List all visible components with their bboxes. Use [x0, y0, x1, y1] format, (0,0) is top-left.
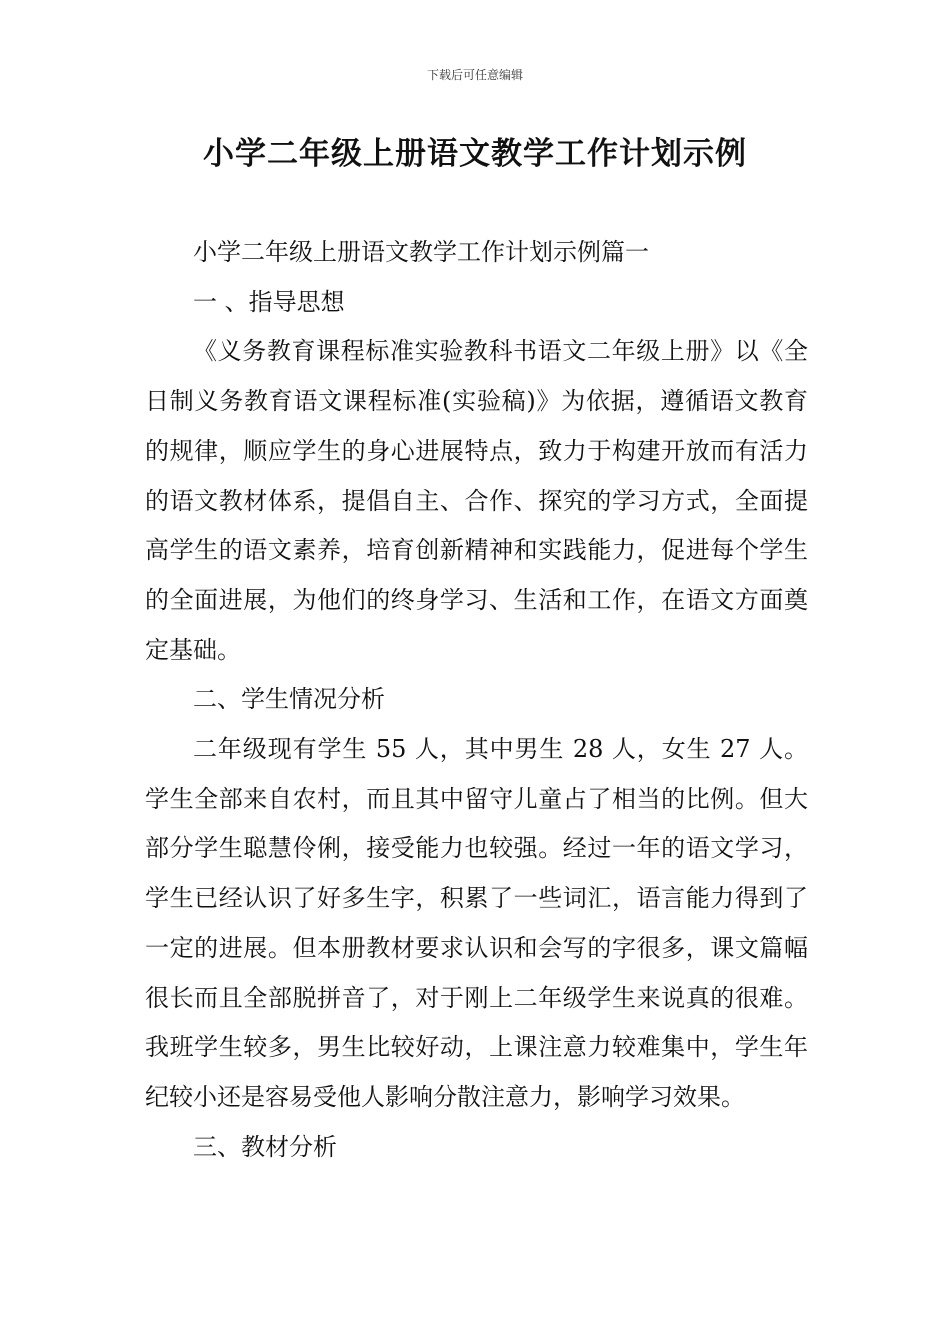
paragraph-student-analysis: 二年级现有学生 55 人，其中男生 28 人，女生 27 人。学生全部来自农村，而且其中留守儿童占了相当的比例。但大部分学生聪慧伶俐，接受能力也较强。经过一年的语文学习，学生已经认识了好多生字，积累了一些词汇，语言能力得到了一定的进展。但本册教材要求认识和会写的字很多，课文篇幅很长而且全部脱拼音了，对于刚上二年级学生来说真的很难。我班学生较多，男生比较好动，上课注意力较难集中，学生年纪较小还是容易受他人影响分散注意力，影响学习效果。 [145, 735, 808, 1111]
document-body [145, 228, 808, 1172]
section-subtitle: 小学二年级上册语文教学工作计划示例篇一 [193, 238, 649, 266]
heading-textbook-analysis: 三、教材分析 [193, 1132, 337, 1161]
document-title: 小学二年级上册语文教学工作计划示例 [203, 136, 747, 172]
header-note: 下载后可任意编辑 [426, 68, 523, 82]
heading-student-analysis: 二、学生情况分析 [193, 685, 385, 714]
paragraph-guiding-thought: 《义务教育课程标准实验教科书语文二年级上册》以《全日制义务教育语文课程标准(实验稿)》为依据，遵循语文教育的规律，顺应学生的身心进展特点，致力于构建开放而有活力的语文教材体系，提倡自主、合作、探究的学习方式，全面提高学生的语文素养，培育创新精神和实践能力，促进每个学生的全面进展，为他们的终身学习、生活和工作，在语文方面奠定基础。 [145, 337, 808, 664]
heading-guiding-thought: 一 、指导思想 [193, 287, 345, 316]
